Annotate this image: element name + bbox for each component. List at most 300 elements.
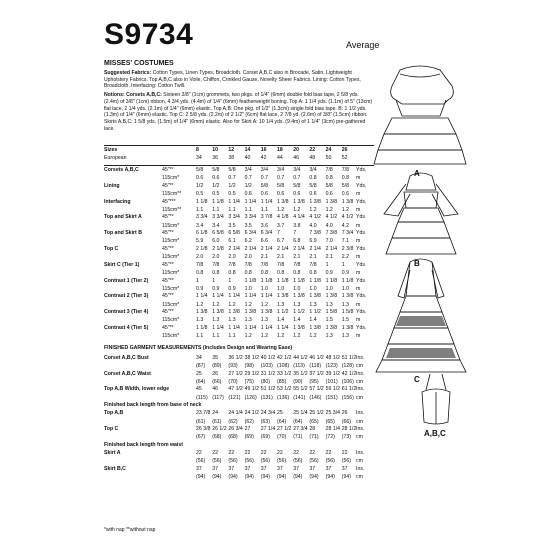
cell-value: 4 1/8 xyxy=(277,214,289,221)
cell-value: 1.2 xyxy=(293,206,301,213)
cell-value: (68) xyxy=(228,434,238,441)
cell-value: (151) xyxy=(325,394,338,401)
cell-value: (64) xyxy=(293,418,303,425)
cell-value: 1 1/8 xyxy=(196,198,208,205)
cell-value: 37 xyxy=(228,466,235,472)
cell-value: 5/8 xyxy=(228,167,236,173)
cell-value: 1.3 xyxy=(212,317,220,324)
cell-value: (85) xyxy=(277,378,287,385)
size-header: 12 xyxy=(228,147,235,153)
cell-value: 6.1 xyxy=(228,238,236,245)
cell-value: 1 3/8 xyxy=(260,309,273,316)
cell-value: 1.2 xyxy=(196,301,204,308)
cell-value: 24 xyxy=(212,410,218,417)
cell-value: (70) xyxy=(228,378,238,385)
fabric-width: 115cm* xyxy=(162,254,180,261)
cell-value: 1/2 xyxy=(212,182,220,189)
cell-value: (101) xyxy=(325,378,338,385)
unit: Ins. xyxy=(356,354,365,361)
cell-value: 1 xyxy=(228,277,232,284)
cell-value: 57 1/2 xyxy=(309,386,324,393)
fabric-width: 45"*** xyxy=(162,198,176,205)
cell-value: 1 1/8 xyxy=(277,277,289,284)
cell-value: 7/8 xyxy=(196,261,204,268)
cell-value: 0.9 xyxy=(212,285,220,292)
cell-value: 26 3/8 xyxy=(196,426,211,433)
pattern-number: S9734 xyxy=(104,18,194,51)
cell-value: 1 1/4 xyxy=(277,325,289,331)
cell-value: 1.3 xyxy=(244,317,252,324)
unit: Yds. xyxy=(356,277,367,284)
unit: Yds. xyxy=(356,230,367,237)
cell-value: 7/8 xyxy=(341,167,350,173)
cell-value: 1 1/2 xyxy=(277,309,289,316)
european-size: 38 xyxy=(228,155,235,161)
cell-value: 0.6 xyxy=(260,191,269,197)
view-a-label: A xyxy=(414,169,420,178)
size-header: 26 xyxy=(341,147,348,153)
cell-value: 3/4 xyxy=(277,167,285,173)
unit: Ins. xyxy=(356,450,365,457)
cell-value: 1.1 xyxy=(260,206,269,213)
cell-value: (141) xyxy=(293,394,306,401)
cell-value: 27 xyxy=(244,426,251,433)
cell-value: 24 3/4 xyxy=(260,410,276,417)
cell-value: 1 5/8 xyxy=(341,309,354,316)
cell-value: (121) xyxy=(228,394,241,401)
sizes-row: Sizes 8 10 12 14 16 18 20 22 24 26 xyxy=(104,147,348,153)
cell-value: 37 xyxy=(293,466,299,472)
cell-value: 1 5/8 xyxy=(325,309,338,316)
cell-value: 1.0 xyxy=(325,285,333,292)
cell-value: (94) xyxy=(309,474,319,481)
size-header: 20 xyxy=(293,147,299,153)
unit: Yds. xyxy=(356,293,367,300)
cell-value: 7/8 xyxy=(260,261,269,268)
cell-value: 0.9 xyxy=(341,270,350,276)
cell-value: 0.9 xyxy=(325,270,333,276)
cell-value: 37 1/2 xyxy=(309,370,324,377)
cell-value: (156) xyxy=(341,394,354,401)
cell-value: 1.1 xyxy=(196,333,204,340)
cell-value: (56) xyxy=(244,458,254,465)
cell-value: 6.6 xyxy=(260,238,269,245)
cell-value: 51 1/2 xyxy=(260,386,276,393)
cell-value: (73) xyxy=(341,434,352,441)
cell-value: 2.0 xyxy=(196,254,204,261)
cell-value: 22 xyxy=(244,450,251,457)
cell-value: 22 xyxy=(293,450,299,457)
unit: Yds. xyxy=(356,214,367,221)
row-label: Top C xyxy=(104,246,119,252)
cell-value: 7 3/8 xyxy=(309,230,321,237)
view-c-label: C xyxy=(414,375,420,384)
divider xyxy=(104,145,374,146)
row-label: Contrast 4 (Tier 5) xyxy=(104,325,149,331)
unit: Ins. xyxy=(356,426,365,433)
cell-value: 1 1/4 xyxy=(260,293,273,300)
cell-value: 59 1/2 xyxy=(325,386,341,393)
cell-value: 25 xyxy=(277,410,283,417)
cell-value: 1.1 xyxy=(228,333,236,340)
cell-value: 1.4 xyxy=(277,317,285,324)
fabric-width: 45"** xyxy=(162,325,174,331)
cell-value: 2 1/4 xyxy=(277,246,289,252)
fabric-width: 115cm** xyxy=(162,206,182,213)
cell-value: 3.5 xyxy=(244,222,252,229)
cell-value: 35 xyxy=(212,354,218,361)
cell-value: 1.5 xyxy=(325,317,333,324)
cell-value: 42 1/2 xyxy=(341,370,357,377)
cell-value: 7/8 xyxy=(309,261,317,268)
cell-value: 1 3/8 xyxy=(309,293,321,300)
cell-value: 0.6 xyxy=(309,191,317,197)
cell-value: 3/4 xyxy=(293,167,301,173)
cell-value: 4 1/4 xyxy=(293,214,305,221)
cell-value: 2.1 xyxy=(277,254,285,261)
unit: m xyxy=(356,270,361,276)
european-size: 48 xyxy=(309,155,316,161)
cell-value: 3 7/8 xyxy=(260,214,273,221)
cell-value: 7/8 xyxy=(244,261,252,268)
cell-value: 0.7 xyxy=(277,175,285,182)
unit: cm xyxy=(356,474,363,481)
cell-value: 7 xyxy=(293,230,297,237)
cell-value: 1 1/4 xyxy=(228,198,240,205)
cell-value: (61) xyxy=(212,418,222,425)
cell-value: 1 1/8 xyxy=(212,198,224,205)
size-header: 14 xyxy=(244,147,251,153)
corset-illustration xyxy=(422,374,450,424)
cell-value: 1.1 xyxy=(212,206,220,213)
cell-value: (89) xyxy=(212,363,222,369)
cell-value: 2.0 xyxy=(244,254,252,261)
cell-value: 1.3 xyxy=(309,301,317,308)
cell-value: 6.7 xyxy=(277,238,285,245)
cell-value: 22 xyxy=(212,450,218,457)
fabric-width: 45"** xyxy=(162,167,174,173)
size-header: 8 xyxy=(196,147,199,153)
cell-value: (62) xyxy=(244,418,254,425)
cell-value: 27 1/4 xyxy=(260,426,276,433)
cell-value: 5/8 xyxy=(341,182,350,189)
cell-value: 1.2 xyxy=(228,301,236,308)
cell-value: 7.1 xyxy=(341,238,350,245)
size-header: 10 xyxy=(212,147,218,153)
cell-value: 25 xyxy=(196,370,202,377)
measurement-row xyxy=(104,474,374,483)
cell-value: 3/4 xyxy=(309,167,317,173)
cell-value: 51 1/2 xyxy=(341,354,357,361)
cell-value: 22 xyxy=(325,450,332,457)
fabric-width: 45"** xyxy=(162,261,174,268)
cell-value: 33 1/2 xyxy=(277,370,292,377)
cell-value: 4 1/2 xyxy=(309,214,321,221)
cell-value: 5/8 xyxy=(325,182,333,189)
cell-value: 1 xyxy=(212,277,216,284)
cell-value: 28 1/4 xyxy=(325,426,341,433)
cell-value: (93) xyxy=(228,363,238,369)
cell-value: 1 1/8 xyxy=(196,325,208,331)
fabric-width: 115cm* xyxy=(162,238,180,245)
cell-value: 1.1 xyxy=(196,206,204,213)
cell-value: 5/8 xyxy=(309,182,317,189)
cell-value: (63) xyxy=(260,418,271,425)
notions-note: Notions: Corsets A,B,C: Sixteen 3/8" (1cm) grommets, two pkgs. of 1/4" (6mm) double fold bias tape, 2 5/8 yds. (2.4m) of 3/8" (1cm) ribbon, 4 3/4 yds. (4.4m) of 1/4" (6mm) featherweight boning. Top A: 1 1/4 yds. (1.1m) of 5" (13cm) flat lace, 2 1/4 yds. (2.1m) of 1/4" (6mm) elastic. Top A,B: One pkg. of 1/2" (1.3cm) single fold bias tape. B: 1 1/2 yds. (1.3m) of 1/4" (6mm) elastic. Top C: 2 5/8 yds. (2.2m) of 2 1/2" (6cm) flat lace, 2 7/8 yd. (2.6m) of 3/8" (1.5cm) ribbon. Skirts A,B,C: 1 5/8 yds. (1.5m) of 1/4" (6mm) elastic. Also for Skirt A: 10 1/4 yds. (9.4m) of 1 1/4" (3cm) pre-gathered lace. xyxy=(104,92,373,132)
fabric-width: 115cm* xyxy=(162,222,180,229)
cell-value: 2 1/4 xyxy=(228,246,240,252)
cell-value: 1.4 xyxy=(293,317,301,324)
fabric-width: 45"** xyxy=(162,309,174,316)
cell-value: 2.1 xyxy=(309,254,317,261)
cell-value: 2 1/4 xyxy=(244,246,257,252)
row-label: Lining xyxy=(104,182,120,189)
cell-value: 1 3/8 xyxy=(277,293,289,300)
row-label: Top A,B Width, lower edge xyxy=(104,386,170,393)
cell-value: 28 1/2 xyxy=(341,426,357,433)
unit: Ins. xyxy=(356,370,365,377)
cell-value: 26 1/2 xyxy=(212,426,227,433)
cell-value: 22 xyxy=(196,450,202,457)
cell-value: (94) xyxy=(212,474,222,481)
unit: Ins. xyxy=(356,466,365,472)
cell-value: 0.6 xyxy=(325,191,333,197)
cell-value: 0.5 xyxy=(212,191,220,197)
cell-value: 3.7 xyxy=(277,222,285,229)
size-header: 18 xyxy=(277,147,283,153)
cell-value: 4 1/2 xyxy=(341,214,354,221)
cell-value: 24 1/4 xyxy=(228,410,243,417)
cell-value: 34 xyxy=(196,354,202,361)
cell-value: 5/8 xyxy=(196,167,204,173)
cell-value: 7 3/8 xyxy=(325,230,338,237)
unit: cm xyxy=(356,378,363,385)
cell-value: (72) xyxy=(325,434,335,441)
cell-value: 1/2 xyxy=(244,182,252,189)
cell-value: 37 xyxy=(325,466,332,472)
unit: Yds. xyxy=(356,167,367,173)
cell-value: 37 xyxy=(341,466,348,472)
cell-value: 37 xyxy=(277,466,283,472)
unit: m xyxy=(356,175,361,182)
cell-value: (106) xyxy=(341,378,354,385)
european-size: 44 xyxy=(277,155,283,161)
footnote: *with nap **without nap xyxy=(104,527,156,533)
cell-value: 1 3/8 xyxy=(228,309,240,316)
cell-value: 0.5 xyxy=(228,191,236,197)
cell-value: 1.3 xyxy=(228,317,236,324)
cell-value: 0.8 xyxy=(228,270,236,276)
fabric-width: 115cm* xyxy=(162,175,180,182)
cell-value: 2.1 xyxy=(293,254,301,261)
cell-value: 1 xyxy=(341,261,345,268)
cell-value: (108) xyxy=(277,363,290,369)
cell-value: 55 1/2 xyxy=(293,386,308,393)
cell-value: 2 3/8 xyxy=(341,246,354,252)
cell-value: 25 1/4 xyxy=(293,410,308,417)
cell-value: 1.0 xyxy=(309,285,317,292)
cell-value: (80) xyxy=(260,378,271,385)
cell-value: 1.2 xyxy=(309,206,317,213)
unit: m xyxy=(356,254,361,261)
cell-value: 46 xyxy=(212,386,218,393)
cell-value: (65) xyxy=(325,418,335,425)
cell-value: 7/8 xyxy=(277,261,285,268)
cell-value: 2.1 xyxy=(260,254,269,261)
row-label: Top and Skirt A xyxy=(104,214,142,221)
cell-value: (98) xyxy=(244,363,254,369)
cell-value: 0.6 xyxy=(293,191,301,197)
cell-value: 1.5 xyxy=(341,317,350,324)
cell-value: (56) xyxy=(196,458,206,465)
cell-value: 3 3/4 xyxy=(228,214,240,221)
unit: Yds. xyxy=(356,261,367,268)
cell-value: 1.2 xyxy=(212,301,220,308)
cell-value: 25 1/2 xyxy=(309,410,324,417)
fabric-width: 45"** xyxy=(162,230,174,237)
cell-value: 2 1/8 xyxy=(196,246,208,252)
cell-value: 1.2 xyxy=(244,301,252,308)
cell-value: 1.2 xyxy=(309,333,317,340)
cell-value: 7 3/4 xyxy=(341,230,354,237)
cell-value: 29 1/2 xyxy=(244,370,260,377)
cell-value: (70) xyxy=(277,434,287,441)
cell-value: 31 1/2 xyxy=(260,370,276,377)
cell-value: 35 1/2 xyxy=(293,370,308,377)
row-label: Skirt C (Tier 1) xyxy=(104,261,140,268)
cell-value: 1.3 xyxy=(325,333,333,340)
row-label: Skirt B,C xyxy=(104,466,126,472)
cell-value: 2.0 xyxy=(212,254,220,261)
cell-value: 1.3 xyxy=(341,301,350,308)
cell-value: 0.8 xyxy=(196,270,204,276)
cell-value: 5/8 xyxy=(212,167,220,173)
cell-value: 0.7 xyxy=(260,175,269,182)
cell-value: 1.0 xyxy=(293,285,301,292)
cell-value: 27 3/4 xyxy=(293,426,308,433)
cell-value: (146) xyxy=(309,394,322,401)
cell-value: (61) xyxy=(196,418,206,425)
cell-value: 7/8 xyxy=(293,261,301,268)
cell-value: (113) xyxy=(293,363,305,369)
cell-value: (56) xyxy=(341,458,352,465)
cell-value: (87) xyxy=(196,363,206,369)
cell-value: 1 1/4 xyxy=(244,325,257,331)
cell-value: 61 1/2 xyxy=(341,386,357,393)
cell-value: 2.0 xyxy=(228,254,236,261)
cell-value: 3 3/4 xyxy=(244,214,257,221)
cell-value: 44 1/2 xyxy=(293,354,308,361)
cell-value: 1 1/4 xyxy=(260,198,273,205)
cell-value: 1.3 xyxy=(196,317,204,324)
cell-value: 1 1/8 xyxy=(293,277,305,284)
view-a-skirt-illustration xyxy=(374,118,466,164)
cell-value: 3 3/4 xyxy=(212,214,224,221)
fabric-width: 115cm** xyxy=(162,191,182,197)
cell-value: (68) xyxy=(212,434,222,441)
cell-value: (118) xyxy=(309,363,322,369)
cell-value: 1 1/8 xyxy=(309,277,321,284)
cell-value: 22 xyxy=(277,450,283,457)
cell-value: 1.2 xyxy=(260,301,269,308)
cell-value: 1 1/4 xyxy=(244,198,257,205)
cell-value: (94) xyxy=(341,474,352,481)
cell-value: 1.0 xyxy=(244,285,252,292)
cell-value: 1 1/2 xyxy=(309,309,321,316)
section-label: Finished back length from waist xyxy=(104,442,183,448)
european-size: 40 xyxy=(244,155,251,161)
cell-value: 2 1/4 xyxy=(309,246,321,252)
cell-value: 22 xyxy=(341,450,348,457)
cell-value: (62) xyxy=(228,418,238,425)
cell-value: 6 5/8 xyxy=(228,230,240,237)
cell-value: 7/8 xyxy=(325,167,333,173)
fabric-width: 115cm* xyxy=(162,317,180,324)
cell-value: 4 1/2 xyxy=(325,214,338,221)
cell-value: 3.6 xyxy=(260,222,269,229)
cell-value: 2 1/4 xyxy=(325,246,338,252)
cell-value: 0.7 xyxy=(293,175,301,182)
cell-value: 1.2 xyxy=(260,333,269,340)
cell-value: 37 xyxy=(212,466,218,472)
suggested-fabrics-note: Suggested Fabrics: Cotton Types, Linen Types, Broadcloth. Corset A,B,C also in Brocade, Satin, Lightweight Upholstery Fabrics. Top A,B,C also in Voile, Chiffon, Crinkled Gauze, Novelty Sheer Fabrics. Lining: Cotton Types, Broadcloth. Interfacing: Cotton Twill. xyxy=(104,70,361,90)
cell-value: (66) xyxy=(341,418,352,425)
cell-value: 1 3/8 xyxy=(325,325,338,331)
cell-value: 6 3/4 xyxy=(260,230,273,237)
cell-value: 25 3/4 xyxy=(325,410,341,417)
cell-value: 37 xyxy=(260,466,267,472)
cell-value: 6.9 xyxy=(309,238,317,245)
cell-value: 1 3/8 xyxy=(341,325,354,331)
unit: cm xyxy=(356,363,363,369)
cell-value: 1.1 xyxy=(228,206,236,213)
row-label: Corset A,B,C Waist xyxy=(104,370,151,377)
european-size: 50 xyxy=(325,155,332,161)
cell-value: 27 1/2 xyxy=(277,426,292,433)
cell-value: 1.3 xyxy=(293,301,301,308)
cell-value: (66) xyxy=(212,378,222,385)
cell-value: 1 3/8 xyxy=(325,198,338,205)
cell-value: 1.2 xyxy=(341,206,350,213)
unit: m xyxy=(356,206,361,213)
unit: Yds. xyxy=(356,309,367,316)
cell-value: 1.0 xyxy=(277,285,285,292)
size-header: 24 xyxy=(325,147,332,153)
fabric-width: 45"** xyxy=(162,182,174,189)
cell-value: (75) xyxy=(244,378,254,385)
row-label: Top C xyxy=(104,426,119,433)
cell-value: 0.6 xyxy=(277,191,285,197)
unit: Yds. xyxy=(356,246,367,252)
cell-value: 1 1/4 xyxy=(212,325,224,331)
cell-value: (94) xyxy=(244,474,254,481)
cell-value: (103) xyxy=(260,363,273,369)
cell-value: (95) xyxy=(309,378,319,385)
cell-value: 23 7/8 xyxy=(196,410,211,417)
cell-value: (56) xyxy=(325,458,335,465)
cell-value: 0.6 xyxy=(196,175,204,182)
cell-value: 0.8 xyxy=(277,270,285,276)
cell-value: 27 1/2 xyxy=(228,370,243,377)
cell-value: (131) xyxy=(260,394,273,401)
cell-value: 22 xyxy=(309,450,316,457)
cell-value: 2 1/8 xyxy=(212,246,224,252)
cell-value: 1 1/8 xyxy=(325,277,338,284)
european-size: 42 xyxy=(260,155,267,161)
cell-value: 1 xyxy=(325,261,329,268)
cell-value: 1 3/8 xyxy=(277,198,289,205)
unit: m xyxy=(356,317,361,324)
